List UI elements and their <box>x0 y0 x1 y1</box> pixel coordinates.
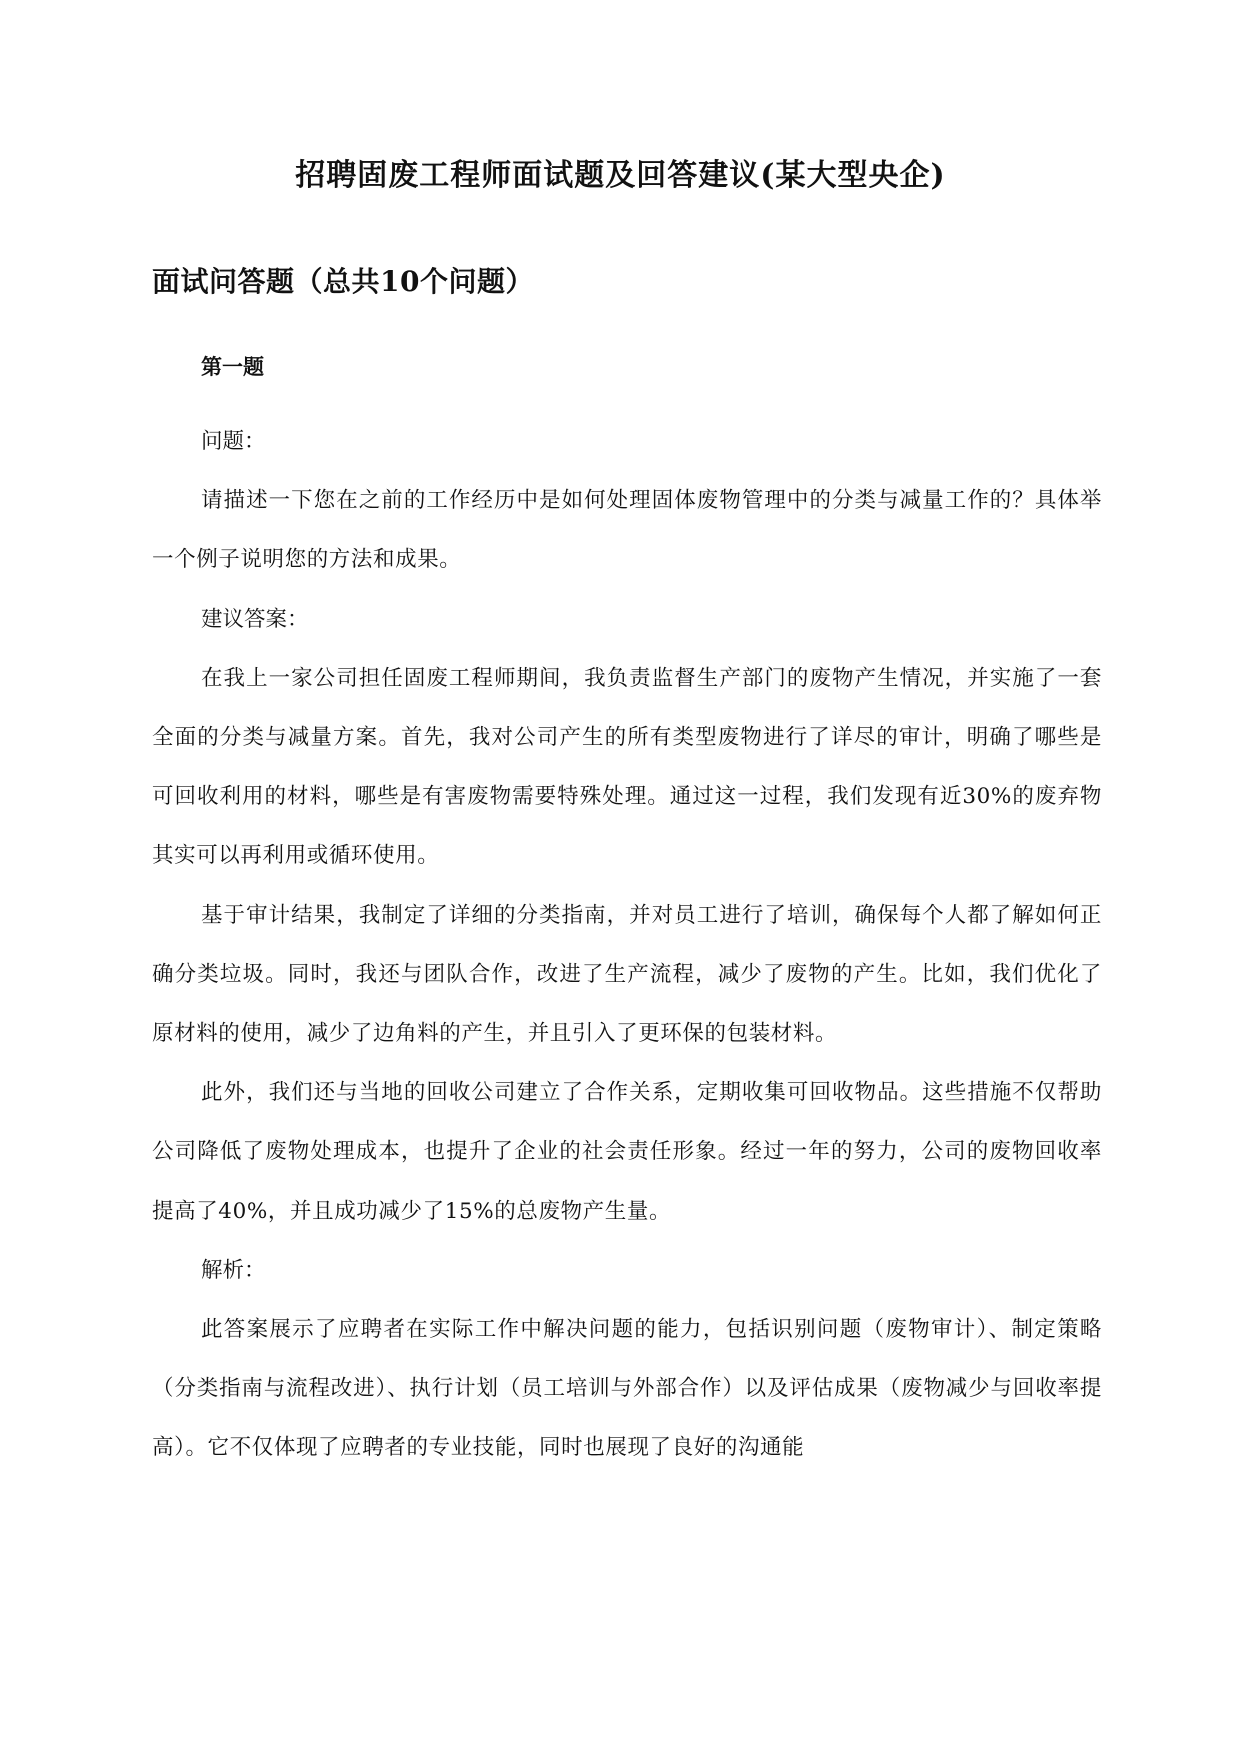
answer-paragraph: 基于审计结果，我制定了详细的分类指南，并对员工进行了培训，确保每个人都了解如何正确分类垃圾。同时，我还与团队合作，改进了生产流程，减少了废物的产生。比如，我们优化了原材料的使用，减少了边角料的产生，并且引入了更环保的包装材料。 <box>152 902 1102 1047</box>
analysis-label: 解析： <box>201 1257 266 1283</box>
answer-paragraph: 此外，我们还与当地的回收公司建立了合作关系，定期收集可回收物品。这些措施不仅帮助公司降低了废物处理成本，也提升了企业的社会责任形象。经过一年的努力，公司的废物回收率提高了40%，并且成功减少了15%的总废物产生量。 <box>152 1080 1102 1224</box>
document-title: 招聘固废工程师面试题及回答建议(某大型央企) <box>295 158 946 193</box>
answer-label: 建议答案： <box>201 606 309 632</box>
question-text: 请描述一下您在之前的工作经历中是如何处理固体废物管理中的分类与减量工作的？具体举一个例子说明您的方法和成果。 <box>152 488 1102 573</box>
document-body <box>152 412 1102 1478</box>
section-heading: 面试问答题（总共10个问题） <box>152 265 534 298</box>
analysis-text: 此答案展示了应聘者在实际工作中解决问题的能力，包括识别问题（废物审计）、制定策略（分类指南与流程改进）、执行计划（员工培训与外部合作）以及评估成果（废物减少与回收率提高）。它不仅体现了应聘者的专业技能，同时也展现了良好的沟通能 <box>152 1317 1102 1461</box>
answer-paragraph: 在我上一家公司担任固废工程师期间，我负责监督生产部门的废物产生情况，并实施了一套全面的分类与减量方案。首先，我对公司产生的所有类型废物进行了详尽的审计，明确了哪些是可回收利用的材料，哪些是有害废物需要特殊处理。通过这一过程，我们发现有近30%的废弃物其实可以再利用或循环使用。 <box>152 665 1102 869</box>
question-label: 问题： <box>201 429 266 454</box>
question-heading: 第一题 <box>201 354 264 379</box>
